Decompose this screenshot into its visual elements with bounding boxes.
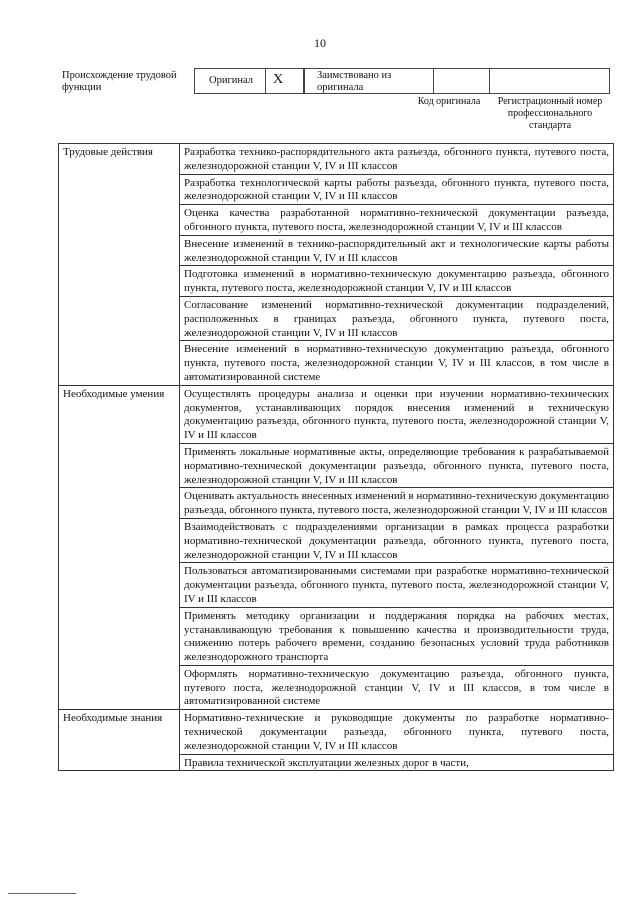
labor-function-table (58, 143, 614, 771)
section-item: Пользоваться автоматизированными системами при разработке нормативно-технической документации разъезда, обгонного пункта, путевого поста, железнодорожной станции V, IV и III классов (180, 563, 614, 607)
section-item: Подготовка изменений в нормативно-техническую документацию разъезда, обгонного пункта, путевого поста, железнодорожной станции V, IV и III классов (180, 266, 614, 297)
reg-number-label: Регистрационный номер профессионального стандарта (497, 96, 603, 131)
table-row (59, 710, 614, 754)
section-item: Применять методику организации и поддержания порядка на рабочих местах, устанавливающую требования к повышению качества и производительности труда, снижению потерь рабочего времени, созданию безопасных условий труда работников железнодорожного транспорта (180, 607, 614, 665)
borrowed-box (304, 68, 610, 94)
original-box-divider (265, 69, 266, 93)
section-item: Осуществлять процедуры анализа и оценки при изучении нормативно-технических документов, устанавливающих порядок внесения изменений в техническую документацию разъезда, обгонного пункта, путевого поста, железнодорожной станции V, IV и III классов (180, 385, 614, 443)
footnote-rule (8, 893, 76, 894)
section-title: Необходимые знания (59, 710, 180, 771)
borrowed-box-divider-1 (433, 69, 434, 93)
section-item: Взаимодействовать с подразделениями организации в рамках процесса разработки нормативно-технической документации разъезда, обгонного пункта, путевого поста, железнодорожной станции V, IV и III классов (180, 518, 614, 562)
table-row (59, 144, 614, 175)
section-item: Внесение изменений в технико-распорядительный акт и технологические карты работы железнодорожной станции V, IV и III классов (180, 235, 614, 266)
code-label: Код оригинала (417, 96, 481, 107)
borrowed-box-divider-2 (489, 69, 490, 93)
origin-label: Происхождение трудовой функции (62, 70, 177, 93)
table-row (59, 385, 614, 443)
section-title: Трудовые действия (59, 144, 180, 386)
section-item: Применять локальные нормативные акты, определяющие требования к разрабатываемой нормативно-технической документации разъезда, обгонного пункта, путевого поста, железнодорожной станции V, IV и III классов (180, 443, 614, 487)
original-box (194, 68, 304, 94)
section-item: Согласование изменений нормативно-технической документации подразделений, расположенных в границах разъезда, обгонного пункта, путевого поста, железнодорожной станции V, IV и III классов (180, 296, 614, 340)
original-mark: X (273, 72, 284, 87)
section-item: Внесение изменений в нормативно-техническую документацию разъезда, обгонного пункта, путевого поста, железнодорожной станции V, IV и III классов, в том числе в автоматизированной системе (180, 341, 614, 385)
original-label: Оригинал (209, 75, 253, 86)
borrowed-label: Заимствовано из оригинала (317, 70, 392, 93)
section-item: Правила технической эксплуатации железных дорог в части, (180, 754, 614, 771)
section-item: Оформлять нормативно-техническую документацию разъезда, обгонного пункта, путевого поста, железнодорожной станции V, IV и III классов, в том числе в автоматизированной системе (180, 665, 614, 709)
section-item: Нормативно-технические и руководящие документы по разработке нормативно-технической документации разъезда, обгонного пункта, путевого поста, железнодорожной станции V, IV и III классов (180, 710, 614, 754)
section-item: Оценка качества разработанной нормативно-технической документации разъезда, обгонного пункта, путевого поста, железнодорожной станции V, IV и III классов (180, 205, 614, 236)
section-item: Разработка технико-распорядительного акта разъезда, обгонного пункта, путевого поста, железнодорожной станции V, IV и III классов (180, 144, 614, 175)
section-item: Оценивать актуальность внесенных изменений в нормативно-техническую документацию разъезда, обгонного пункта, путевого поста, железнодорожной станции V, IV и III классов (180, 488, 614, 519)
page-number: 10 (314, 36, 326, 50)
table-body (59, 144, 614, 771)
section-title: Необходимые умения (59, 385, 180, 710)
section-item: Разработка технологической карты работы разъезда, обгонного пункта, путевого поста, железнодорожной станции V, IV и III классов (180, 174, 614, 205)
